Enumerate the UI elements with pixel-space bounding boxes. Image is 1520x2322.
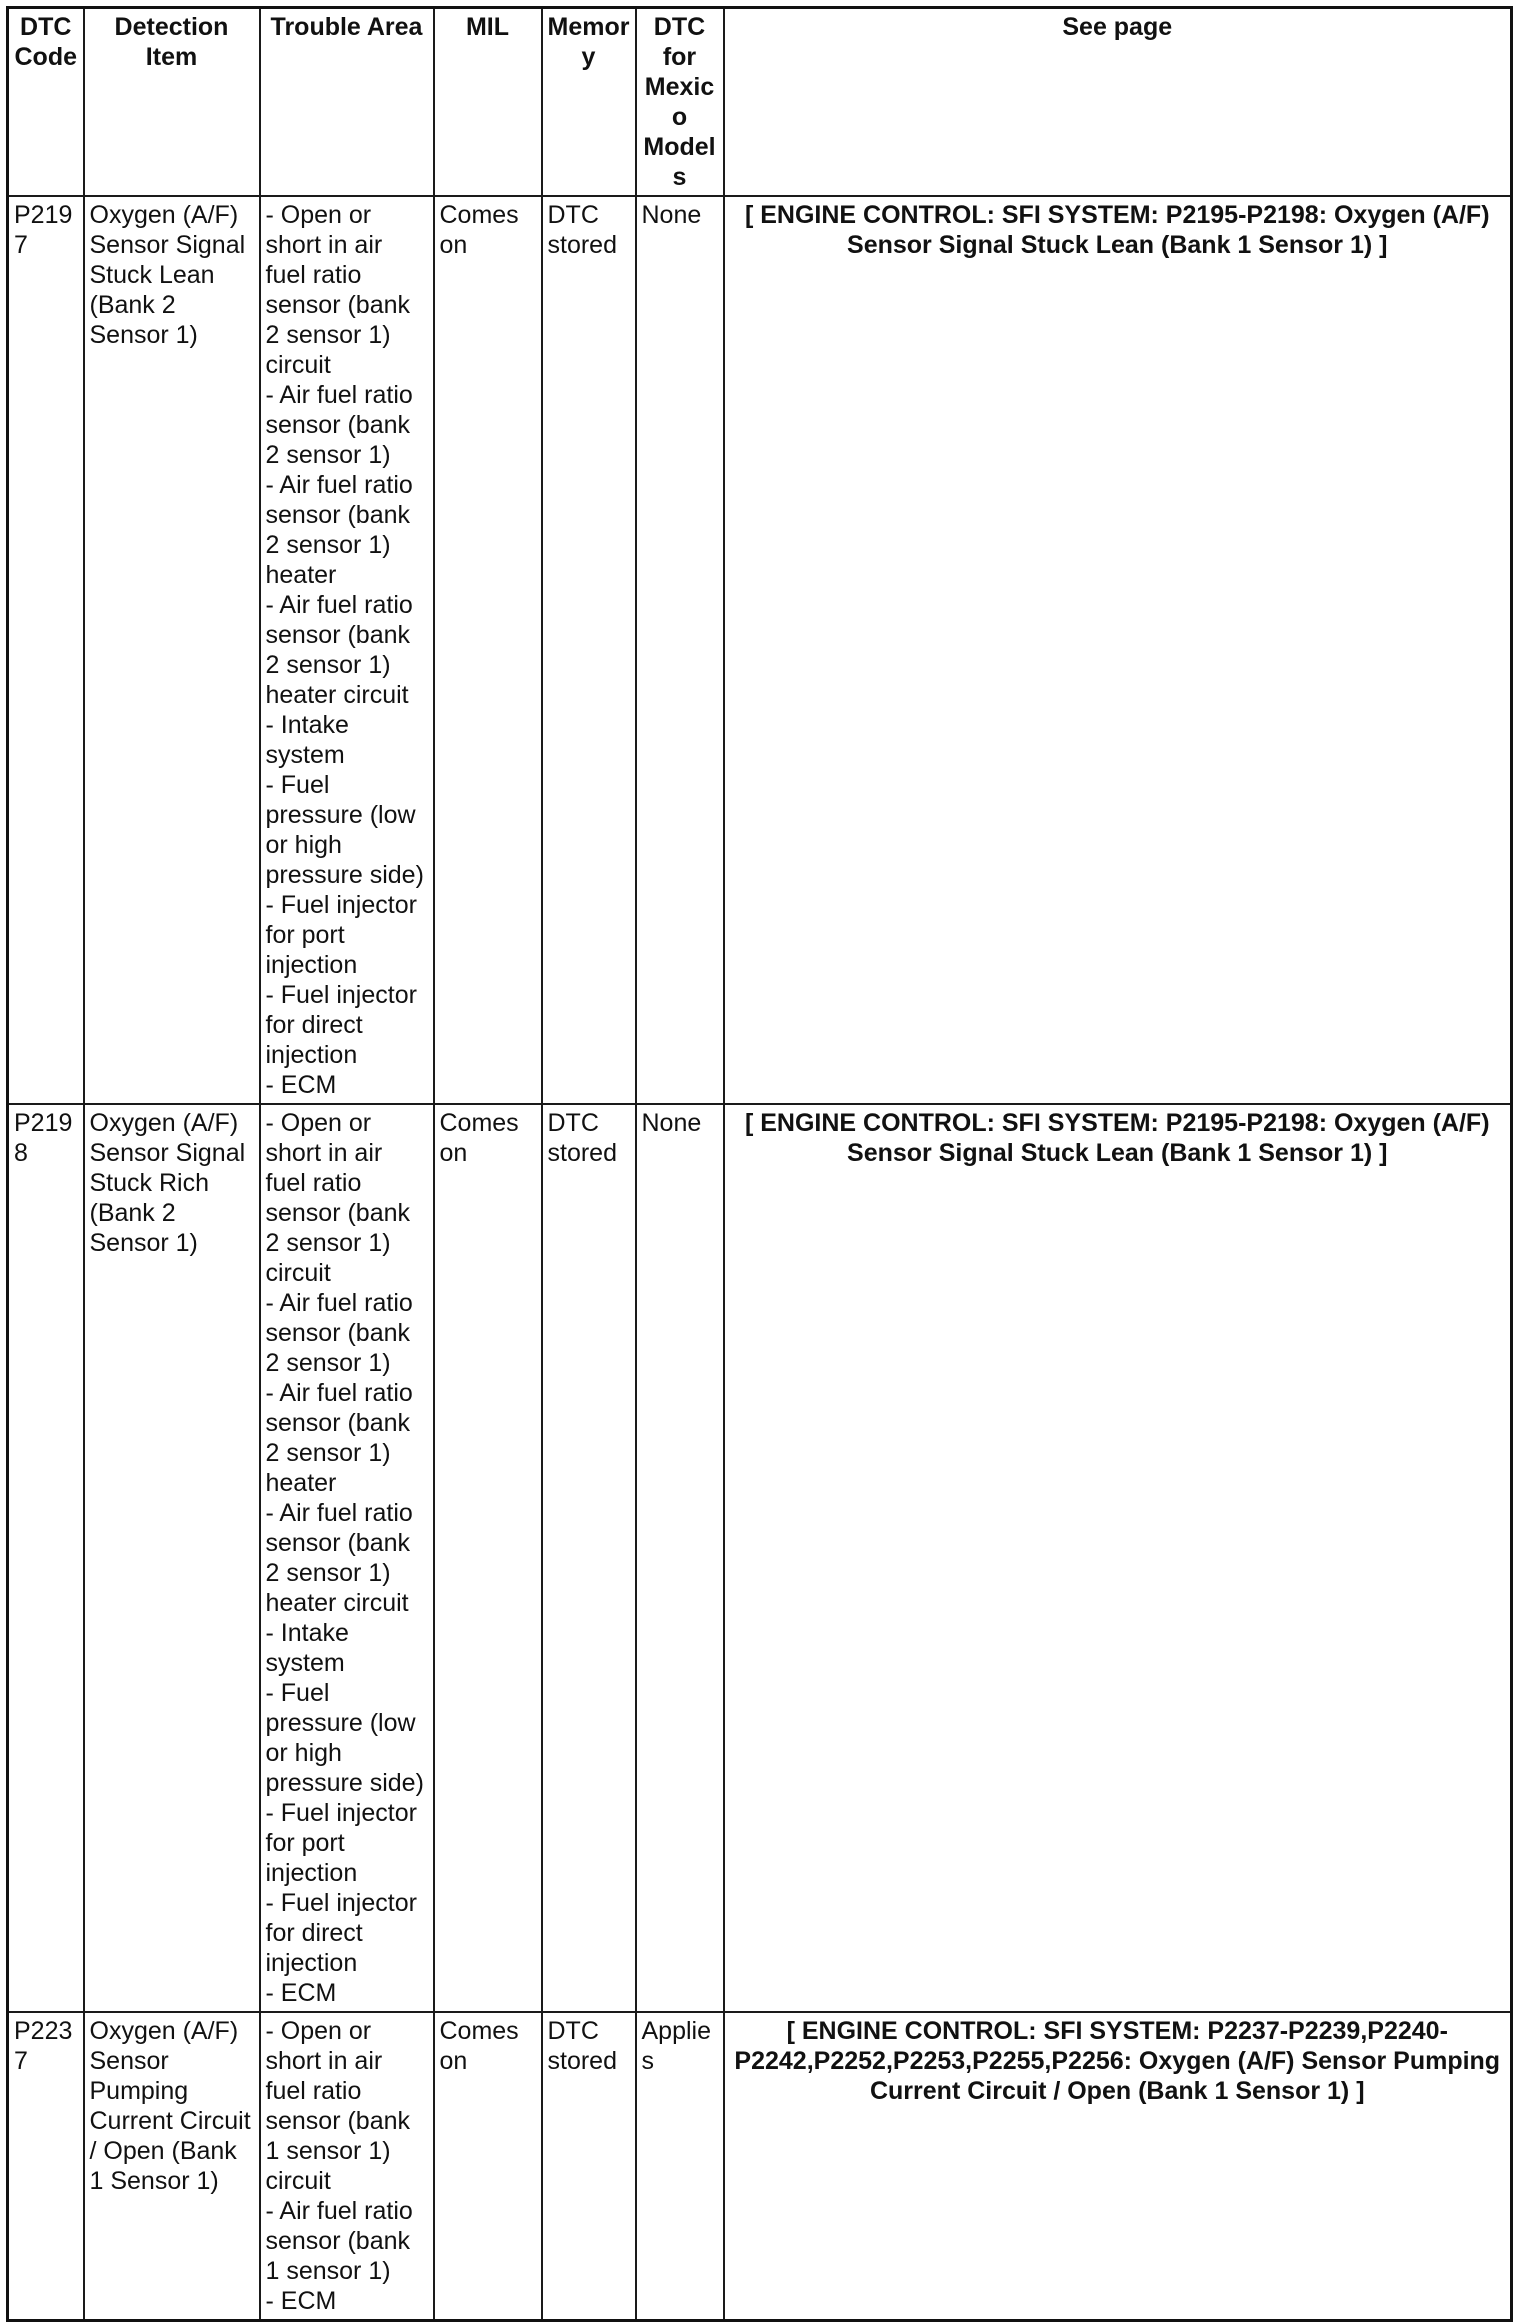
mil-cell: Comes on [434,196,542,1104]
table-row [8,196,1512,1104]
dtc-code-cell: P2197 [8,196,84,1104]
trouble-area-cell [260,196,434,1104]
see-page-link[interactable]: [ ENGINE CONTROL: SFI SYSTEM: P2195-P2198: Oxygen (A/F) Sensor Signal Stuck Lean (Bank 1 Sensor 1) ] [724,1104,1512,2012]
mil-cell: Comes on [434,2012,542,2321]
trouble-area-cell [260,1104,434,2012]
trouble-area-line: - Fuel injector for direct injection [265,1889,417,1977]
trouble-area-line: - Fuel pressure (low or high pressure side) [265,1679,424,1797]
trouble-area-line: - ECM [265,2287,337,2315]
header-memory: Memory [542,8,636,197]
detection-item-cell: Oxygen (A/F) Sensor Pumping Current Circuit / Open (Bank 1 Sensor 1) [84,2012,260,2321]
trouble-area-line: - ECM [265,1979,337,2007]
detection-item-cell: Oxygen (A/F) Sensor Signal Stuck Lean (Bank 2 Sensor 1) [84,196,260,1104]
header-trouble-area: Trouble Area [260,8,434,197]
mil-cell: Comes on [434,1104,542,2012]
dtc-mexico-cell: None [636,196,724,1104]
trouble-area-line: - Fuel injector for port injection [265,1799,417,1887]
dtc-code-cell: P2237 [8,2012,84,2321]
trouble-area-line: - Air fuel ratio sensor (bank 2 sensor 1) heater [265,1379,413,1497]
table-row [8,1104,1512,2012]
memory-cell: DTC stored [542,196,636,1104]
see-page-link[interactable]: [ ENGINE CONTROL: SFI SYSTEM: P2237-P2239,P2240-P2242,P2252,P2253,P2255,P2256: Oxygen (A/F) Sensor Pumping Current Circuit / Open (Bank 1 Sensor 1) ] [724,2012,1512,2321]
table-row [8,2012,1512,2321]
dtc-code-cell: P2198 [8,1104,84,2012]
see-page-link[interactable]: [ ENGINE CONTROL: SFI SYSTEM: P2195-P2198: Oxygen (A/F) Sensor Signal Stuck Lean (Bank 1 Sensor 1) ] [724,196,1512,1104]
trouble-area-line: - Air fuel ratio sensor (bank 2 sensor 1) heater circuit [265,1499,413,1617]
trouble-area-line: - Open or short in air fuel ratio sensor (bank 2 sensor 1) circuit [265,201,411,379]
dtc-table [6,6,1513,2322]
memory-cell: DTC stored [542,2012,636,2321]
trouble-area-line: - Air fuel ratio sensor (bank 2 sensor 1) [265,1289,413,1377]
detection-item-cell: Oxygen (A/F) Sensor Signal Stuck Rich (Bank 2 Sensor 1) [84,1104,260,2012]
trouble-area-line: - Fuel injector for direct injection [265,981,417,1069]
trouble-area-line: - Fuel injector for port injection [265,891,417,979]
trouble-area-cell [260,2012,434,2321]
trouble-area-line: - Open or short in air fuel ratio sensor (bank 2 sensor 1) circuit [265,1109,411,1287]
trouble-area-line: - Intake system [265,711,349,769]
header-detection-item: Detection Item [84,8,260,197]
header-dtc-mexico: DTC for Mexico Models [636,8,724,197]
trouble-area-line: - Air fuel ratio sensor (bank 2 sensor 1) heater circuit [265,591,413,709]
trouble-area-line: - Fuel pressure (low or high pressure side) [265,771,424,889]
header-see-page: See page [724,8,1512,197]
trouble-area-line: - Air fuel ratio sensor (bank 1 sensor 1) [265,2197,413,2285]
header-dtc-code: DTC Code [8,8,84,197]
memory-cell: DTC stored [542,1104,636,2012]
trouble-area-line: - Open or short in air fuel ratio sensor (bank 1 sensor 1) circuit [265,2017,411,2195]
trouble-area-line: - ECM [265,1071,337,1099]
dtc-mexico-cell: None [636,1104,724,2012]
header-mil: MIL [434,8,542,197]
dtc-mexico-cell: Applies [636,2012,724,2321]
trouble-area-line: - Intake system [265,1619,349,1677]
trouble-area-line: - Air fuel ratio sensor (bank 2 sensor 1) heater [265,471,413,589]
dtc-table-container [6,6,1510,2322]
header-row [8,8,1512,197]
trouble-area-line: - Air fuel ratio sensor (bank 2 sensor 1) [265,381,413,469]
